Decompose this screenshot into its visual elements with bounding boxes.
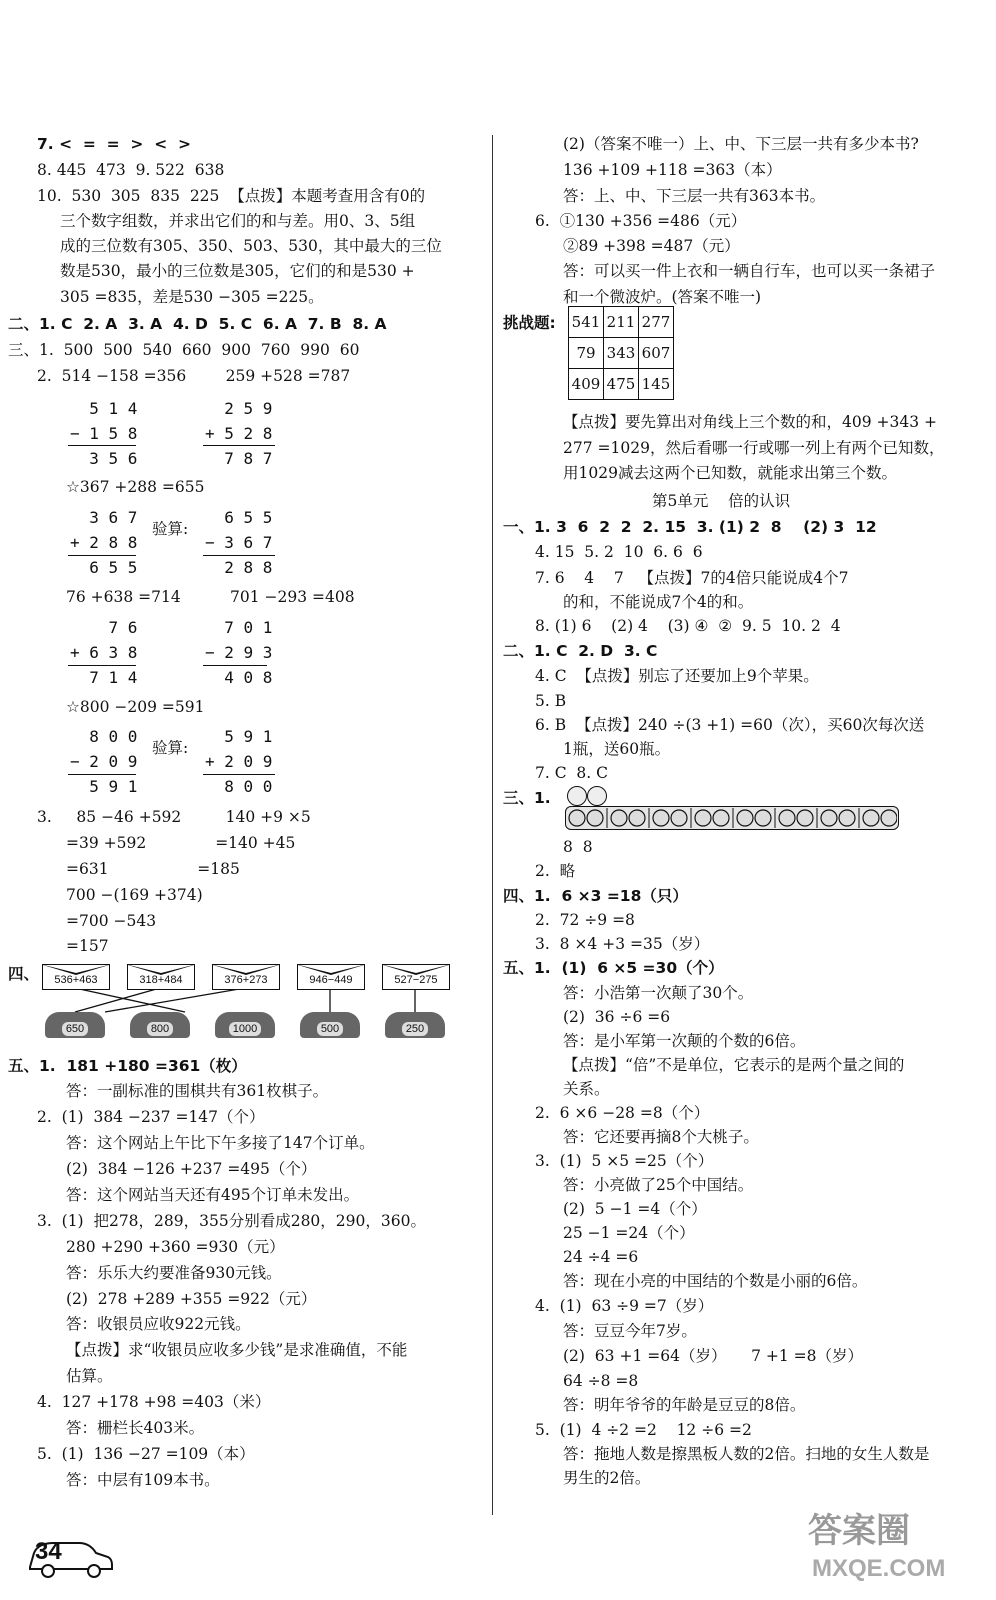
answer-line: =631 =185 [66, 860, 240, 878]
answer-line: ②89 +398 =487（元） [563, 237, 740, 255]
answer-line: 答：明年爷爷的年龄是豆豆的8倍。 [563, 1396, 806, 1414]
answer-line: 5. (1) 4 ÷2 =2 12 ÷6 =2 [535, 1421, 752, 1439]
answer-line: 答：这个网站当天还有495个订单未发出。 [66, 1186, 360, 1204]
answer-line: 6. B 【点拨】240 ÷(3 +1) =60（次），买60次每次送 [535, 716, 925, 734]
magic-square [568, 306, 674, 400]
mailbox [300, 1012, 360, 1038]
vertical-calc: 7 6 + 6 3 8 7 1 4 [70, 618, 138, 687]
answer-line: 答：上、中、下三层一共有363本书。 [563, 187, 826, 205]
mailbox-label: 500 [317, 1022, 343, 1036]
vertical-calc: 5 9 1 + 2 0 9 8 0 0 [205, 727, 273, 796]
mailbox-label: 1000 [229, 1022, 261, 1036]
answer-line: 4. 15 5. 2 10 6. 6 6 [535, 543, 703, 561]
watermark-logo: 答案圈 [808, 1512, 910, 1550]
answer-line: 答：它还要再摘8个大桃子。 [563, 1128, 759, 1146]
envelope-label: 527−275 [394, 974, 438, 986]
answer-line: 8. 445 473 9. 522 638 [37, 161, 225, 179]
section-four-label: 四、 [8, 965, 40, 983]
grid-cell: 607 [639, 338, 674, 369]
answer-line: 7. < = = > < > [37, 135, 191, 153]
answer-line: 的和，不能说成7个4的和。 [563, 593, 754, 611]
answer-line: 5. B [535, 692, 567, 710]
grid-cell: 409 [569, 369, 604, 400]
answer-line: 成的三位数有305、350、503、530，其中最大的三位 [60, 237, 442, 255]
answer-line: 答：可以买一件上衣和一辆自行车，也可以买一条裙子 [563, 262, 936, 280]
answer-line: 答：栅栏长403米。 [66, 1419, 205, 1437]
answer-line: 2. 略 [535, 862, 576, 880]
envelope-label: 376+273 [224, 974, 268, 986]
answer-line: ☆800 −209 =591 [66, 698, 205, 716]
answer-line: 3. 85 −46 +592 140 +9 ×5 [37, 808, 311, 826]
section-four-answers: 四、1. 6 ×3 =18（只） [503, 887, 688, 905]
answer-line: 24 ÷4 =6 [563, 1248, 639, 1266]
answer-line: =700 −543 [66, 912, 157, 930]
answer-line: 8 8 [563, 838, 593, 856]
grid-cell: 475 [604, 369, 639, 400]
vertical-calc: 2 5 9 + 5 2 8 7 8 7 [205, 399, 273, 468]
answer-line: 答：收银员应收922元钱。 [66, 1315, 251, 1333]
envelope-label: 536+463 [54, 974, 98, 986]
watermark-url: MXQE.COM [812, 1555, 946, 1582]
vertical-calc: 6 5 5 − 3 6 7 2 8 8 [205, 508, 273, 577]
answer-line: 答：一副标准的围棋共有361枚棋子。 [66, 1082, 329, 1100]
answer-line: 700 −(169 +374) [66, 886, 203, 904]
answer-line: 答：小亮做了25个中国结。 [563, 1176, 754, 1194]
grid-cell: 541 [569, 307, 604, 338]
answer-line: 25 −1 =24（个） [563, 1224, 695, 1242]
answer-line: 1瓶，送60瓶。 [563, 740, 671, 758]
answer-line: 3. 8 ×4 +3 =35（岁） [535, 935, 710, 953]
answer-line: =39 +592 =140 +45 [66, 834, 296, 852]
section-two-answers: 二、1. C 2. A 3. A 4. D 5. C 6. A 7. B 8. A [8, 315, 387, 333]
answer-line: (2) 36 ÷6 =6 [563, 1008, 671, 1026]
answer-line: 10. 530 305 835 225 【点拨】本题考查用含有0的 [37, 187, 426, 205]
answer-line: 4. (1) 63 ÷9 =7（岁） [535, 1297, 714, 1315]
answer-line: 277 =1029，然后看哪一行或哪一列上有两个已知数， [563, 439, 945, 457]
calc-rule [203, 774, 275, 775]
answer-line: 用1029减去这两个已知数，就能求出第三个数。 [563, 464, 897, 482]
answer-line: (2) 278 +289 +355 =922（元） [66, 1290, 317, 1308]
answer-line: 2. 514 −158 =356 259 +528 =787 [37, 367, 351, 385]
answer-line: 7. C 8. C [535, 764, 609, 782]
mailbox [385, 1012, 445, 1038]
envelope-card [212, 964, 280, 990]
answer-line: 64 ÷8 =8 [563, 1372, 639, 1390]
answer-line: 8. (1) 6 (2) 4 (3) ④ ② 9. 5 10. 2 4 [535, 617, 841, 635]
calc-rule [203, 555, 275, 556]
challenge-label: 挑战题: [503, 314, 556, 332]
answer-line: 答：现在小亮的中国结的个数是小丽的6倍。 [563, 1272, 868, 1290]
section-five-answers: 五、1. (1) 6 ×5 =30（个） [503, 959, 724, 977]
calc-rule [203, 665, 267, 666]
envelope-card [127, 964, 195, 990]
answer-line: 答：是小军第一次颠的个数的6倍。 [563, 1032, 806, 1050]
section-one-answers: 一、1. 3 6 2 2 2. 15 3. (1) 2 8 (2) 3 12 [503, 518, 877, 536]
column-divider [492, 135, 493, 1515]
envelope-card [382, 964, 450, 990]
section-two-answers: 二、1. C 2. D 3. C [503, 642, 658, 660]
answer-line: 3. (1) 把278，289，355分别看成280，290，360。 [37, 1212, 426, 1230]
answer-line: 3. (1) 5 ×5 =25（个） [535, 1152, 714, 1170]
answer-line: 305 =835，差是530 −305 =225。 [60, 288, 324, 306]
answer-line: 答：中层有109本书。 [66, 1471, 220, 1489]
mailbox-label: 650 [62, 1022, 88, 1036]
answer-line: 估算。 [66, 1367, 113, 1385]
answer-line: 三个数字组数，并求出它们的和与差。用0、3、5组 [60, 212, 416, 230]
mailbox [215, 1012, 275, 1038]
answer-line: 【点拨】“倍”不是单位，它表示的是两个量之间的 [563, 1056, 905, 1074]
unit-heading: 第5单元 倍的认识 [652, 492, 791, 510]
calc-rule [68, 665, 136, 666]
answer-line: 关系。 [563, 1080, 610, 1098]
calc-rule [203, 445, 275, 446]
answer-line: 数是530，最小的三位数是305，它们的和是530 + [60, 262, 415, 280]
answer-line: 答：小浩第一次颠了30个。 [563, 984, 754, 1002]
answer-line: (2) 63 +1 =64（岁） 7 +1 =8（岁） [563, 1347, 863, 1365]
answer-line: 答：豆豆今年7岁。 [563, 1322, 697, 1340]
envelope-card [297, 964, 365, 990]
grid-cell: 343 [604, 338, 639, 369]
answer-line: (2) 5 −1 =4（个） [563, 1200, 707, 1218]
envelope-label: 946−449 [309, 974, 353, 986]
calc-rule [68, 774, 136, 775]
answer-line: 答：拖地人数是擦黑板人数的2倍。扫地的女生人数是 [563, 1445, 930, 1463]
answer-line: 2. 6 ×6 −28 =8（个） [535, 1104, 710, 1122]
answer-line: 280 +290 +360 =930（元） [66, 1238, 285, 1256]
check-label: 验算: [152, 520, 189, 538]
grid-cell: 277 [639, 307, 674, 338]
grid-cell: 145 [639, 369, 674, 400]
mailbox-label: 250 [402, 1022, 428, 1036]
section-three-label: 三、1. [503, 789, 551, 807]
answer-line: 2. 72 ÷9 =8 [535, 911, 635, 929]
answer-line: 答：这个网站上午比下午多接了147个订单。 [66, 1134, 375, 1152]
calc-rule [68, 555, 136, 556]
mailbox [45, 1012, 105, 1038]
page-number: 34 [35, 1538, 62, 1565]
section-three-answers: 三、1. 500 500 540 660 900 760 990 60 [8, 341, 360, 359]
answer-line: (2) 384 −126 +237 =495（个） [66, 1160, 317, 1178]
answer-line: 5. (1) 136 −27 =109（本） [37, 1445, 255, 1463]
check-label: 验算: [152, 739, 189, 757]
answer-line: 7. 6 4 7 【点拨】7的4倍只能说成4个7 [535, 569, 849, 587]
ball-icon [567, 786, 587, 806]
envelope-card [42, 964, 110, 990]
envelope-label: 318+484 [139, 974, 183, 986]
ball-group-icons [567, 808, 897, 828]
answer-line: ☆367 +288 =655 [66, 478, 205, 496]
ball-icon [587, 786, 607, 806]
answer-line: 男生的2倍。 [563, 1469, 651, 1487]
calc-rule [68, 445, 136, 446]
answer-line: 2. (1) 384 −237 =147（个） [37, 1108, 265, 1126]
answer-line: 76 +638 =714 701 −293 =408 [66, 588, 355, 606]
answer-line: =157 [66, 937, 109, 955]
vertical-calc: 5 1 4 − 1 5 8 3 5 6 [70, 399, 138, 468]
answer-line: 和一个微波炉。(答案不唯一) [563, 288, 762, 306]
vertical-calc: 8 0 0 − 2 0 9 5 9 1 [70, 727, 138, 796]
mailbox [130, 1012, 190, 1038]
section-five-answers: 五、1. 181 +180 =361（枚） [8, 1057, 247, 1075]
vertical-calc: 3 6 7 + 2 8 8 6 5 5 [70, 508, 138, 577]
vertical-calc: 7 0 1 − 2 9 3 4 0 8 [205, 618, 273, 687]
answer-line: 4. 127 +178 +98 =403（米） [37, 1393, 271, 1411]
mailbox-label: 800 [147, 1022, 173, 1036]
grid-cell: 211 [604, 307, 639, 338]
answer-line: 136 +109 +118 =363（本） [563, 161, 782, 179]
answer-line: 6. ①130 +356 =486（元） [535, 212, 747, 230]
grid-cell: 79 [569, 338, 604, 369]
answer-line: (2)（答案不唯一）上、中、下三层一共有多少本书? [563, 135, 919, 153]
answer-line: 【点拨】求“收银员应收多少钱”是求准确值，不能 [66, 1341, 408, 1359]
answer-line: 4. C 【点拨】别忘了还要加上9个苹果。 [535, 667, 819, 685]
answer-line: 【点拨】要先算出对角线上三个数的和，409 +343 + [563, 413, 937, 431]
answer-line: 答：乐乐大约要准备930元钱。 [66, 1264, 282, 1282]
